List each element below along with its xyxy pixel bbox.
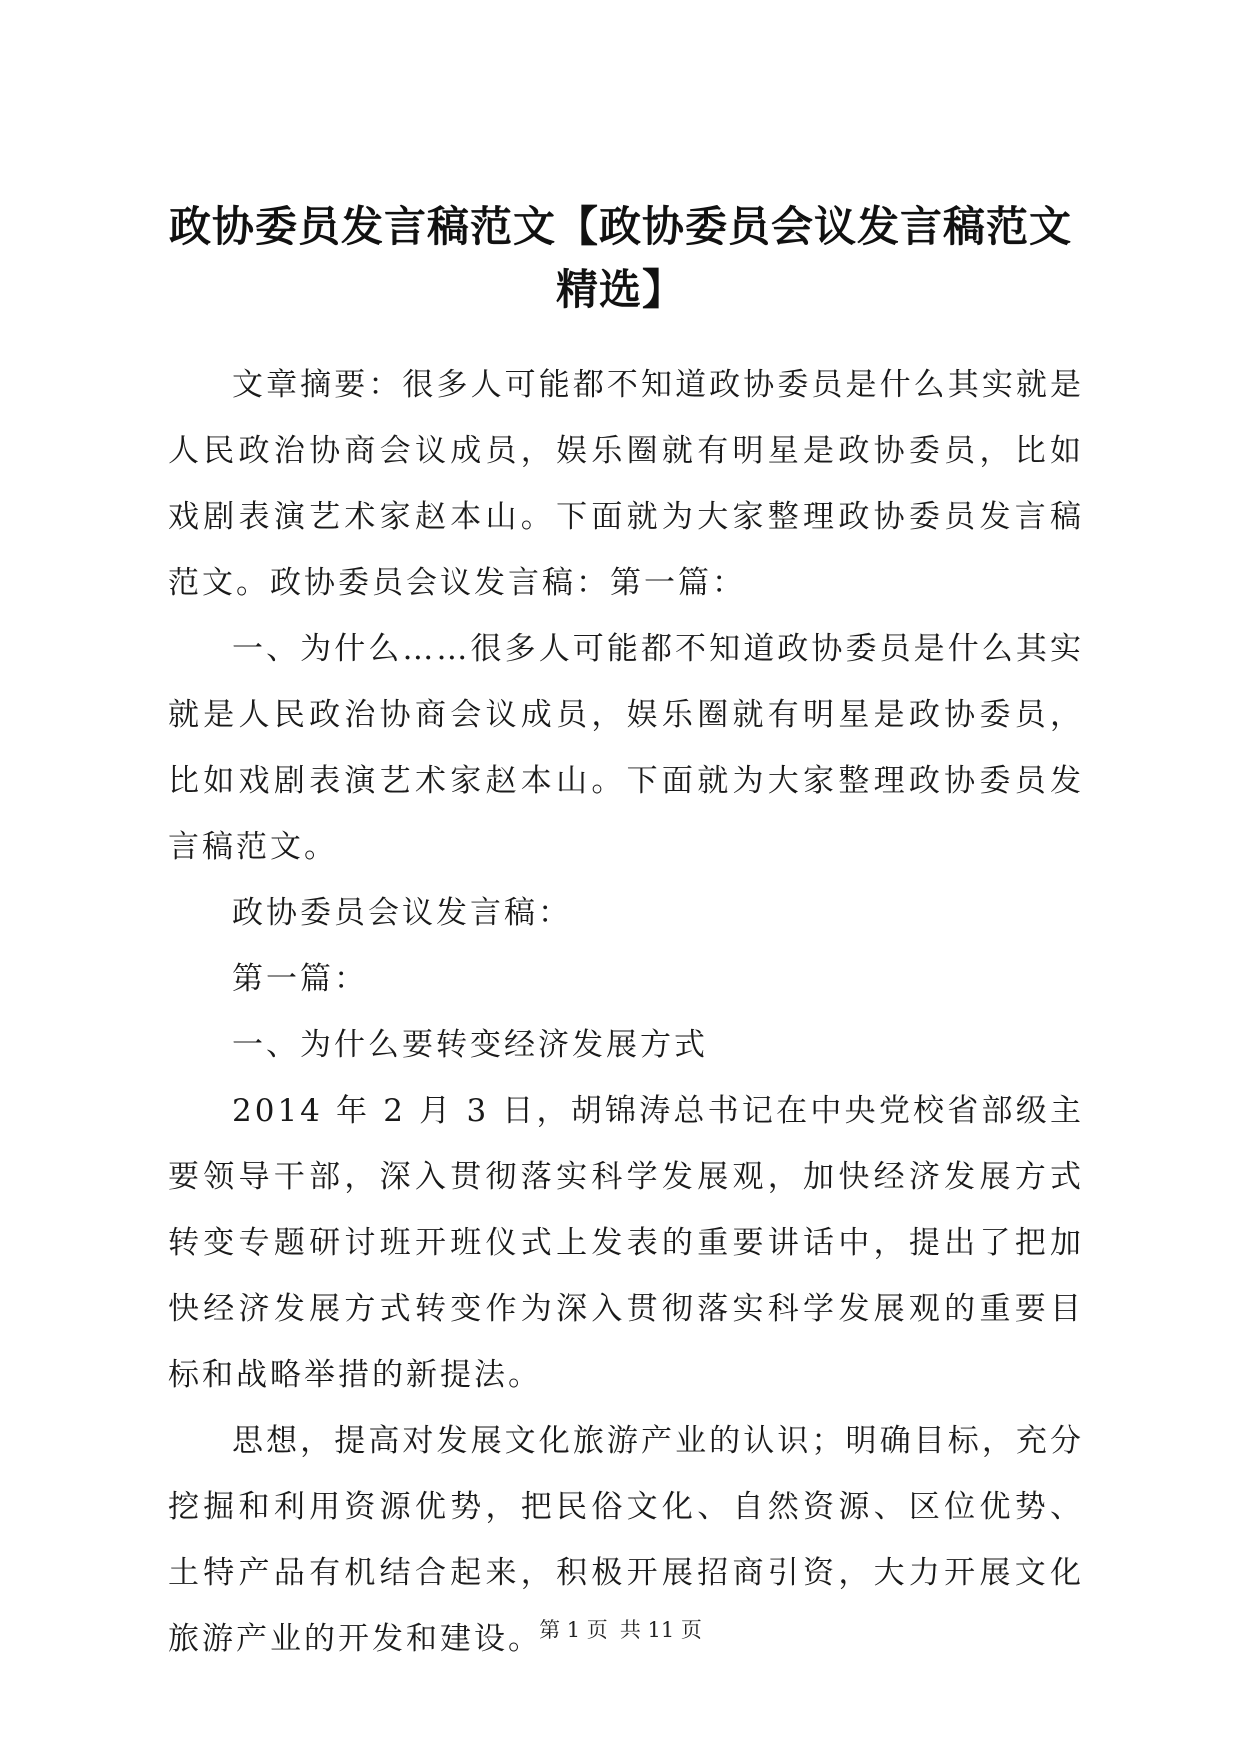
paragraph-part-one: 第一篇： — [232, 961, 368, 997]
document-title: 政协委员发言稿范文【政协委员会议发言稿范文精选】 — [168, 202, 1072, 314]
paragraph-speech-label: 政协委员会议发言稿： — [232, 895, 572, 931]
paragraph-why: 一、为什么……很多人可能都不知道政协委员是什么其实就是人民政治协商会议成员，娱乐圈就有明星是政协委员，比如戏剧表演艺术家赵本山。下面就为大家整理政协委员发言稿范文。 — [168, 631, 1084, 865]
document-body — [168, 352, 1084, 1672]
paragraph-thought: 思想，提高对发展文化旅游产业的认识；明确目标，充分挖掘和利用资源优势，把民俗文化、自然资源、区位优势、土特产品有机结合起来，积极开展招商引资，大力开展文化旅游产业的开发和建设。 — [168, 1423, 1084, 1657]
paragraph-abstract: 文章摘要：很多人可能都不知道政协委员是什么其实就是人民政治协商会议成员，娱乐圈就有明星是政协委员，比如戏剧表演艺术家赵本山。下面就为大家整理政协委员发言稿范文。政协委员会议发言稿：第一篇： — [168, 367, 1084, 601]
section-heading: 一、为什么要转变经济发展方式 — [232, 1027, 708, 1063]
page-number: 第 1 页 — [539, 1618, 608, 1642]
page-total: 共 11 页 — [619, 1618, 702, 1642]
paragraph-date: 2014 年 2 月 3 日，胡锦涛总书记在中央党校省部级主要领导干部，深入贯彻落实科学发展观，加快经济发展方式转变专题研讨班开班仪式上发表的重要讲话中，提出了把加快经济发展方式转变作为深入贯彻落实科学发展观的重要目标和战略举措的新提法。 — [168, 1093, 1084, 1393]
page-footer — [0, 1615, 1241, 1645]
